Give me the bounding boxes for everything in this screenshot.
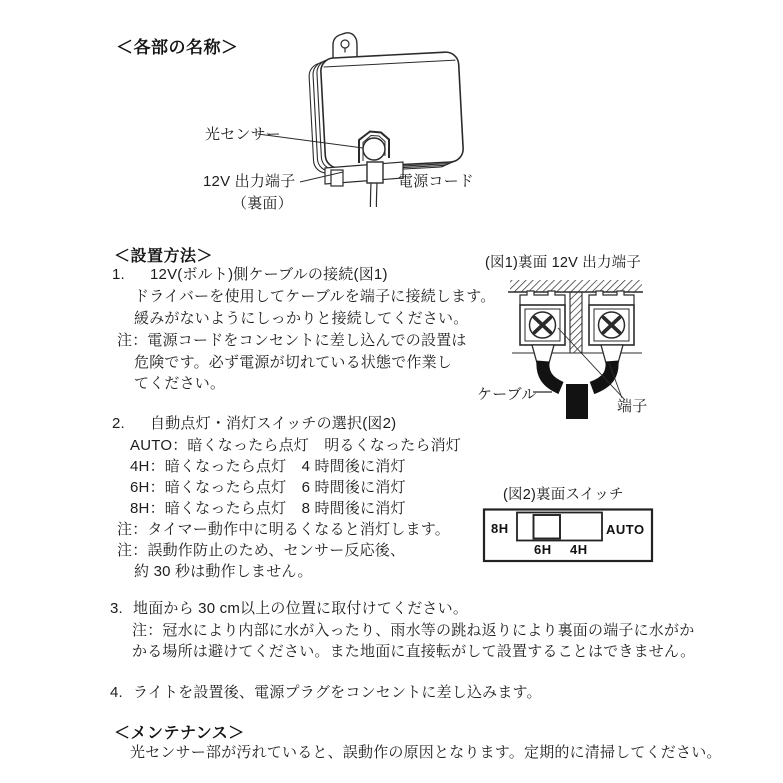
power-cord (370, 183, 371, 207)
figure2-caption: (図2)裏面スイッチ (503, 487, 624, 503)
label-12v-terminal-rear: （裏面） (232, 195, 293, 212)
figure1-caption: (図1)裏面 12V 出力端子 (485, 255, 642, 271)
step2-note: 約 30 秒は動作しません。 (134, 563, 313, 580)
step3-number: 3. (110, 600, 123, 617)
figure1-label-cable: ケーブル (477, 386, 537, 403)
step1-title: 12V(ボルト)側ケーブルの接続(図1) (150, 266, 388, 283)
switch-label-8h: 8H (491, 521, 509, 536)
step1-line: ドライバーを使用してケーブルを端子に接続します。 (134, 288, 496, 305)
wall-hatch (510, 280, 642, 292)
step2-option: 4H：暗くなったら点灯 4 時間後に消灯 (130, 458, 406, 475)
step2-title: 自動点灯・消灯スイッチの選択(図2) (150, 415, 397, 432)
step1-number: 1. (112, 266, 125, 283)
label-light-sensor: 光センサー (205, 126, 282, 143)
section-heading-install: ＜設置方法＞ (114, 248, 214, 265)
switch-label-4h: 4H (570, 542, 588, 557)
cables (543, 361, 612, 419)
device-body (308, 51, 464, 173)
center-post (570, 292, 582, 353)
terminal-block-right (589, 291, 634, 363)
section-heading-maintenance: ＜メンテナンス＞ (114, 725, 245, 742)
step1-note: 危険です。必ず電源が切れている状態で作業し (134, 354, 453, 371)
step2-note: 注：誤動作防止のため、センサー反応後、 (117, 542, 406, 559)
label-power-cord: 電源コード (398, 173, 475, 190)
step3-note: かる場所は避けてください。また地面に直接転がして設置することはできません。 (132, 643, 696, 660)
step4-title: ライトを設置後、電源プラグをコンセントに差し込みます。 (133, 684, 542, 701)
step3-title: 地面から 30 cm以上の位置に取付けてください。 (133, 600, 469, 617)
switch-label-6h: 6H (534, 542, 552, 557)
terminal-block-left (520, 291, 565, 363)
step4-number: 4. (110, 684, 123, 701)
label-12v-terminal: 12V 出力端子 (203, 173, 296, 190)
switch-label-auto: AUTO (606, 522, 645, 537)
cord-connector (367, 162, 383, 183)
step3-note: 注：冠水により内部に水が入ったり、雨水等の跳ね返りにより裏面の端子に水がか (132, 622, 695, 639)
step1-note: 注：電源コードをコンセントに差し込んでの設置は (117, 332, 467, 349)
step2-number: 2. (112, 415, 125, 432)
step2-option: AUTO：暗くなったら点灯 明るくなったら消灯 (130, 437, 461, 454)
step1-line: 緩みがないようにしっかりと接続してください。 (134, 310, 469, 327)
maintenance-body: 光センサー部が汚れていると、誤動作の原因となります。定期的に清掃してください。 (130, 744, 722, 761)
figure1-label-terminal: 端子 (617, 398, 648, 415)
switch-knob (534, 515, 561, 539)
step2-note: 注：タイマー動作中に明るくなると消灯します。 (117, 521, 450, 538)
step1-note: てください。 (134, 375, 226, 392)
step2-option: 8H：暗くなったら点灯 8 時間後に消灯 (130, 500, 406, 517)
section-heading-parts: ＜各部の名称＞ (116, 38, 239, 57)
step2-option: 6H：暗くなったら点灯 6 時間後に消灯 (130, 479, 406, 496)
